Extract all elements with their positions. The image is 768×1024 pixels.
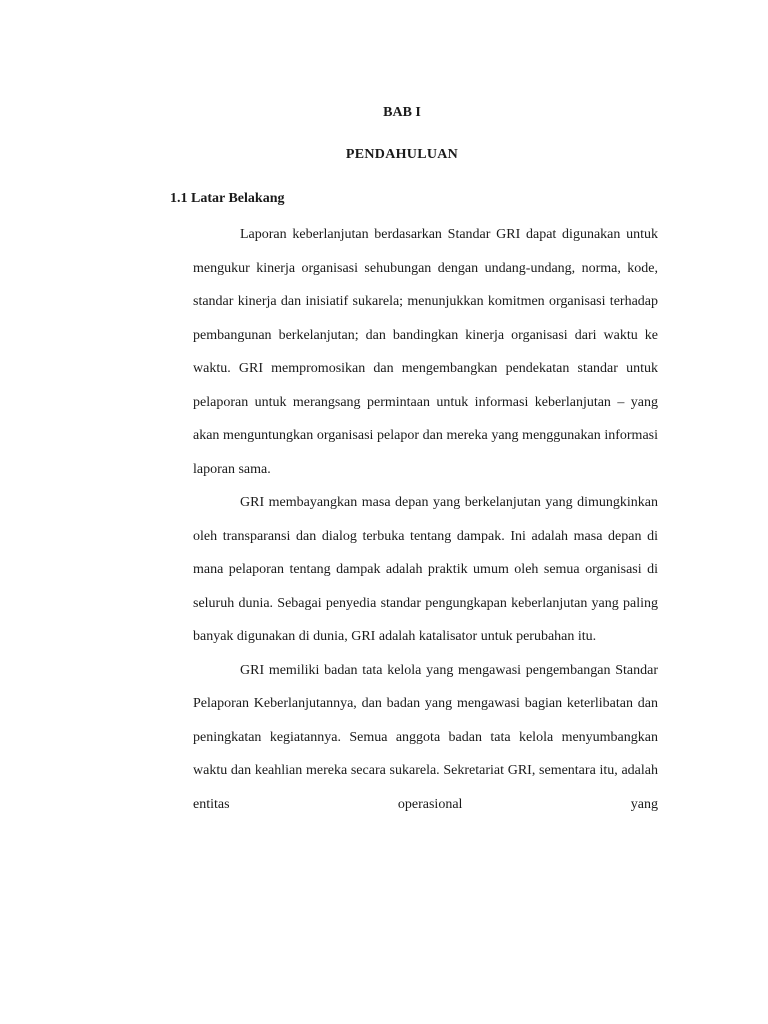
paragraph-3: GRI memiliki badan tata kelola yang mengawasi pengembangan Standar Pelaporan Keberlanjutannya, dan badan yang mengawasi bagian keterlibatan dan peningkatan kegiatannya. Semua anggota badan tata kelola menyumbangkan waktu dan keahlian mereka secara sukarela. Sekretariat GRI, sementara itu, adalah entitas operasional yang <box>193 662 658 812</box>
chapter-title: PENDAHULUAN <box>345 147 459 162</box>
paragraph-1: Laporan keberlanjutan berdasarkan Standar GRI dapat digunakan untuk mengukur kinerja organisasi sehubungan dengan undang-undang, norma, kode, standar kinerja dan inisiatif sukarela; menunjukkan komitmen organisasi terhadap pembangunan berkelanjutan; dan bandingkan kinerja organisasi dari waktu ke waktu. GRI mempromosikan dan mengembangkan pendekatan standar untuk pelaporan untuk merangsang permintaan untuk informasi keberlanjutan – yang akan menguntungkan organisasi pelapor dan mereka yang menggunakan informasi laporan sama. <box>193 227 658 477</box>
paragraph-2: GRI membayangkan masa depan yang berkelanjutan yang dimungkinkan oleh transparansi dan dialog terbuka tentang dampak. Ini adalah masa depan di mana pelaporan tentang dampak adalah praktik umum oleh semua organisasi di seluruh dunia. Sebagai penyedia standar pengungkapan keberlanjutan yang paling banyak digunakan di dunia, GRI adalah katalisator untuk perubahan itu. <box>193 495 658 644</box>
body-text <box>193 218 658 821</box>
chapter-number: BAB I <box>383 105 421 120</box>
section-heading: 1.1 Latar Belakang <box>170 191 285 206</box>
